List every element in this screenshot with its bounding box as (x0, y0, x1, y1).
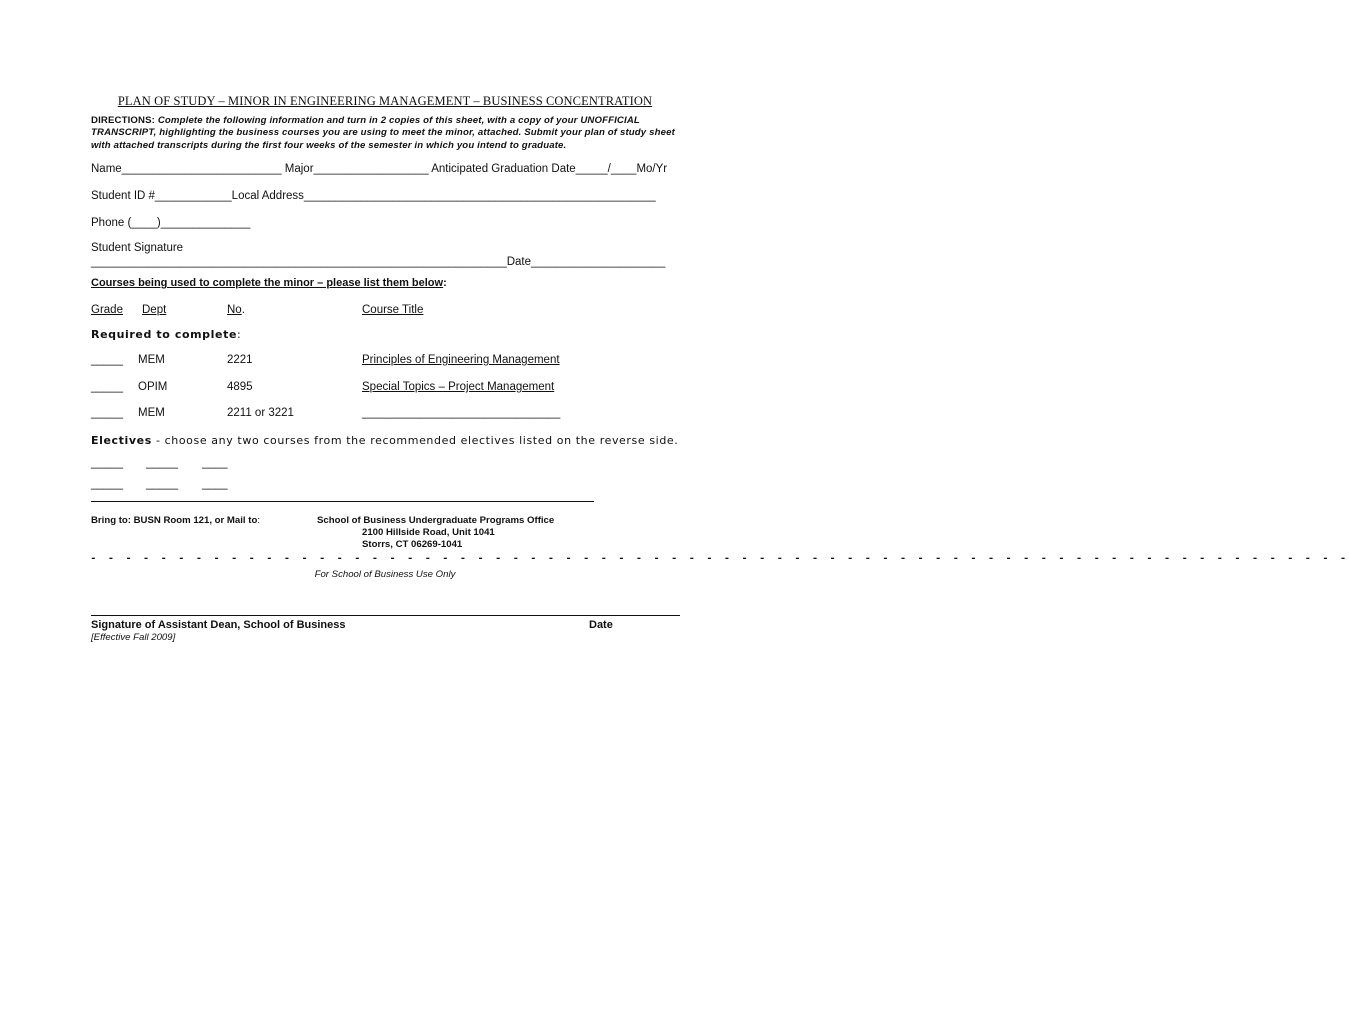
header-no (227, 304, 245, 316)
header-grade: Grade (91, 304, 123, 316)
elective-blank-2c[interactable]: ____ (202, 478, 228, 490)
required-colon: : (237, 328, 242, 341)
required-dept-3: MEM (138, 407, 165, 419)
required-heading (91, 328, 241, 341)
header-no-dot: . (241, 304, 245, 316)
electives-line (91, 434, 678, 447)
directions-text: Complete the following information and turn in 2 copies of this sheet, with a copy of your UNOFFICIAL TRANSCRIPT, highlighting the business courses you are using to meet the minor, attached. Submit your plan of study sheet with attached transcripts during the first four weeks of the semester in which you intend to graduate. (91, 115, 675, 151)
courses-heading-text: Courses being used to complete the minor – please list them below (91, 277, 444, 289)
required-label: Required to complete (91, 328, 238, 341)
page-title: PLAN OF STUDY – MINOR IN ENGINEERING MANAGEMENT – BUSINESS CONCENTRATION (117, 94, 653, 108)
required-grade-1[interactable]: _____ (91, 354, 123, 366)
student-id-address-line[interactable]: Student ID #____________Local Address_______________________________________________________ (91, 190, 656, 202)
phone-line[interactable]: Phone (____)______________ (91, 217, 251, 229)
courses-heading-colon: : (443, 277, 447, 289)
elective-blank-2b[interactable]: _____ (146, 478, 178, 490)
header-no-text: No (227, 304, 242, 316)
effective-date-note: [Effective Fall 2009] (91, 632, 176, 643)
required-title-3[interactable]: _______________________________ (362, 407, 561, 419)
required-dept-1: MEM (138, 354, 165, 366)
elective-blank-1b[interactable]: _____ (146, 457, 178, 469)
name-major-graduation-line[interactable]: Name_________________________ Major__________________ Anticipated Graduation Date_____/____Mo/Yr (91, 163, 668, 175)
dean-signature-line[interactable] (91, 615, 680, 616)
electives-label: Electives (91, 434, 152, 447)
bring-to-text: Bring to: BUSN Room 121, or Mail to (91, 515, 258, 526)
required-dept-2: OPIM (138, 381, 168, 393)
elective-blank-1a[interactable]: _____ (91, 457, 123, 469)
header-dept: Dept (142, 304, 167, 316)
office-use-label: For School of Business Use Only (314, 569, 456, 580)
mail-address-line-2: 2100 Hillside Road, Unit 1041 (362, 527, 495, 538)
required-title-1: Principles of Engineering Management (362, 354, 560, 366)
directions (91, 115, 691, 152)
mail-address-line-3: Storrs, CT 06269-1041 (362, 539, 463, 550)
elective-long-line (91, 501, 594, 502)
student-signature-date-line[interactable]: _________________________________________________________________Date_____________________ (91, 256, 666, 268)
dashed-divider: - - - - - - - - - - - - - - - - - - - - - - - - - - - - - - - - - - - - - - - - - - - - - - - - - - - - - - - - - - - - - - - - - - - - - - - - (90, 553, 1349, 565)
elective-blank-1c[interactable]: ____ (202, 457, 228, 469)
required-grade-2[interactable]: _____ (91, 381, 123, 393)
elective-blank-2a[interactable]: _____ (91, 478, 123, 490)
header-course-title: Course Title (362, 304, 424, 316)
bring-to-colon: : (257, 515, 260, 526)
electives-text: - choose any two courses from the recommended electives listed on the reverse side. (151, 434, 679, 447)
required-no-3: 2211 or 3221 (227, 407, 294, 419)
required-no-1: 2221 (227, 354, 253, 366)
bring-to-label (91, 515, 260, 526)
mail-address-line-1: School of Business Undergraduate Programs Office (317, 515, 555, 526)
required-no-2: 4895 (227, 381, 253, 393)
dean-date-label: Date (589, 619, 613, 631)
directions-lead: DIRECTIONS: (91, 115, 156, 126)
courses-heading (91, 277, 447, 289)
required-title-2: Special Topics – Project Management (362, 381, 555, 393)
dean-signature-label: Signature of Assistant Dean, School of Business (91, 619, 346, 631)
student-signature-label: Student Signature (91, 242, 184, 254)
required-grade-3[interactable]: _____ (91, 407, 123, 419)
